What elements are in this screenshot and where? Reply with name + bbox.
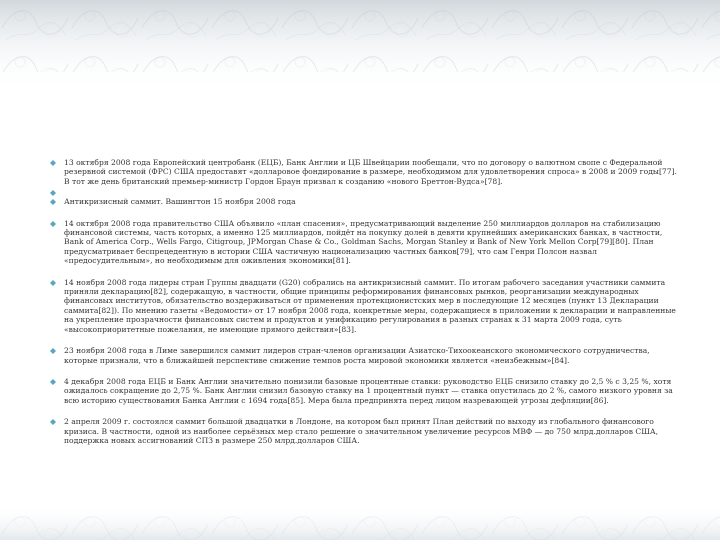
diamond-bullet-icon <box>50 221 56 227</box>
list-item-5 <box>50 278 680 334</box>
list-item-7 <box>50 377 680 405</box>
diamond-bullet-icon <box>50 348 56 354</box>
list-item-4 <box>50 219 680 266</box>
diamond-bullet-icon <box>50 160 56 166</box>
bullet-text: 4 декабря 2008 года ЕЦБ и Банк Англии значительно понизили базовые процентные ставки: руководство ЕЦБ снизило ставку до 2,5 % с 3,25 %, хотя ожидалось сокращение до 2,75 %. Банк Англии снизил базовую ставку на 1 процентный пункт — ставка опустилась до 2 %, самого низкого уровня за всю историю существования Банка Англии с 1694 года[85]. Мера была предпринята перед лицом назревающей угрозы дефляции[86]. <box>64 376 673 405</box>
bullet-text: 2 апреля 2009 г. состоялся саммит большой двадцатки в Лондоне, на котором был принят План действий по выходу из глобального финансового кризиса. В частности, одной из наиболее серьёзных мер стало решение о значительном увеличение ресурсов МВФ — до 750 млрд.долларов США, поддержка новых ассигнований СПЗ в размере 250 млрд.долларов США. <box>64 417 659 445</box>
diamond-bullet-icon <box>50 419 56 425</box>
list-item-3 <box>50 197 680 206</box>
list-item-2 <box>50 188 680 197</box>
bullet-text: 14 октября 2008 года правительство США объявило «план спасения», предусматривающий выделение 250 миллиардов долларов на стабилизацию финансовой системы, часть которых, а именно 125 миллиардов, пойдёт на покупку долей в девяти крупнейших американских банках, в частности, Bank of America Corp., Wells Fargo, Citigroup, JPMorgan Chase & Co., Goldman Sachs, Morgan Stanley и Bank of New York Mellon Corp[79][80]. План предусматривает беспрецедентную в истории США частичную национализацию частных банков[79], что сам Генри Полсон назвал «предосудительным», но необходимым для оживления экономики[81]. <box>64 218 663 266</box>
diamond-bullet-icon <box>50 199 56 205</box>
diamond-bullet-icon <box>50 190 56 196</box>
bullet-text: 23 ноября 2008 года в Лиме завершился саммит лидеров стран-членов организации Азиатско-Тихоокеанского экономического сотрудничества, которые признали, что в ближайшей перспективе снижение темпов роста мировой экономики является «неизбежным»[84]. <box>64 346 650 365</box>
diamond-bullet-icon <box>50 280 56 286</box>
list-item-8 <box>50 417 680 445</box>
bullet-text: Антикризисный саммит. Вашингтон 15 ноября 2008 года <box>64 197 296 207</box>
bullet-text: 14 ноября 2008 года лидеры стран Группы двадцати (G20) собрались на антикризисный саммит. По итогам рабочего заседания участники саммита приняли декларацию[82], содержащую, в частности, общие принципы реформирования финансовых рынков, реорганизации международных финансовых институтов, обязательство воздерживаться от применения протекционистских мер в последующие 12 месяцев (пункт 13 Декларации саммита[82]). По мнению газеты «Ведомости» от 17 ноября 2008 года, конкретные меры, содержащиеся в приложении к декларации и направленные на укрепление прозрачности финансовых систем и продуктов и унификацию регулирования в разных странах к 31 марта 2009 года, суть «высокоприоритетные пожелания, не имеющие прямого действия»[83]. <box>64 277 676 334</box>
bullet-list <box>50 158 680 445</box>
list-item-6 <box>50 346 680 365</box>
diamond-bullet-icon <box>50 379 56 385</box>
slide-content <box>50 158 680 445</box>
bullet-text: 13 октября 2008 года Европейский центробанк (ЕЦБ), Банк Англии и ЦБ Швейцарии пообещали, что по договору о валютном свопе с Федеральной резервной системой (ФРС) США предоставят «долларовое фондирование в размере, необходимом для удовлетворения спроса» в 2008 и 2009 годы[77]. В тот же день британский премьер-министр Гордон Браун призвал к созданию «нового Бреттон-Вудса»[78]. <box>64 158 677 186</box>
list-item-1 <box>50 158 680 186</box>
